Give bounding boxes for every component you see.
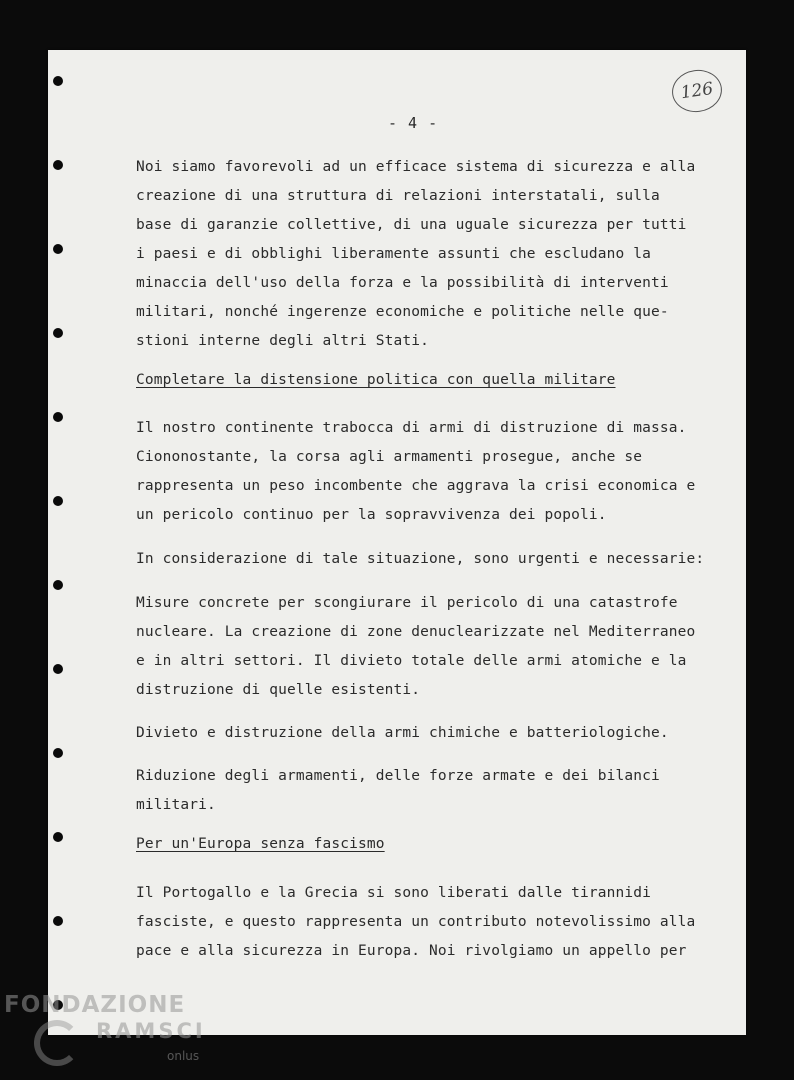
- section-heading-europe-without-fascism: Per un'Europa senza fascismo: [136, 836, 385, 852]
- section-heading-military-detente: Completare la distensione politica con quella militare: [136, 372, 616, 388]
- text-line: militari.: [136, 797, 216, 813]
- text-line: pace e alla sicurezza in Europa. Noi rivolgiamo un appello per: [136, 943, 687, 959]
- punch-hole: [53, 496, 63, 506]
- text-line: e in altri settori. Il divieto totale delle armi atomiche e la: [136, 653, 687, 669]
- watermark-g-logo-icon: [34, 1020, 80, 1066]
- punch-hole: [53, 244, 63, 254]
- text-line: fasciste, e questo rappresenta un contributo notevolissimo alla: [136, 914, 696, 930]
- paragraph-3: [136, 545, 736, 574]
- punch-hole: [53, 76, 63, 86]
- watermark-onlus: onlus: [167, 1049, 200, 1063]
- text-line: Il nostro continente trabocca di armi di distruzione di massa.: [136, 420, 687, 436]
- punch-hole: [53, 664, 63, 674]
- text-line: Noi siamo favorevoli ad un efficace sistema di sicurezza e alla: [136, 159, 696, 175]
- text-line: minaccia dell'uso della forza e la possibilità di interventi: [136, 275, 669, 291]
- punch-hole: [53, 328, 63, 338]
- punch-hole: [53, 748, 63, 758]
- foundation-watermark: [4, 992, 206, 1063]
- paragraph-4: [136, 589, 736, 705]
- text-line: nucleare. La creazione di zone denuclearizzate nel Mediterraneo: [136, 624, 696, 640]
- punch-hole: [53, 412, 63, 422]
- text-line: Divieto e distruzione della armi chimiche e batteriologiche.: [136, 725, 669, 741]
- archive-number-stamp: 126: [669, 67, 724, 116]
- paragraph-5: [136, 719, 736, 748]
- punch-hole: [53, 580, 63, 590]
- text-line: i paesi e di obblighi liberamente assunti che escludano la: [136, 246, 652, 262]
- punch-hole: [53, 916, 63, 926]
- text-line: Ciononostante, la corsa agli armamenti prosegue, anche se: [136, 449, 643, 465]
- paragraph-1: [136, 153, 736, 356]
- text-line: stioni interne degli altri Stati.: [136, 333, 430, 349]
- text-line: creazione di una struttura di relazioni interstatali, sulla: [136, 188, 660, 204]
- text-line: militari, nonché ingerenze economiche e politiche nelle que-: [136, 304, 669, 320]
- paragraph-2: [136, 414, 736, 530]
- text-line: Il Portogallo e la Grecia si sono liberati dalle tirannidi: [136, 885, 652, 901]
- text-line: rappresenta un peso incombente che aggrava la crisi economica e: [136, 478, 696, 494]
- text-line: Riduzione degli armamenti, delle forze armate e dei bilanci: [136, 768, 660, 784]
- paragraph-7: [136, 879, 736, 966]
- paragraph-6: [136, 762, 736, 820]
- watermark-subtitle: RAMSCI: [96, 1019, 206, 1043]
- page-number: - 4 -: [388, 114, 439, 132]
- watermark-title: FONDAZIONE: [4, 992, 186, 1018]
- text-line: un pericolo continuo per la sopravvivenza dei popoli.: [136, 507, 607, 523]
- text-line: Misure concrete per scongiurare il pericolo di una catastrofe: [136, 595, 678, 611]
- text-line: In considerazione di tale situazione, sono urgenti e necessarie:: [136, 551, 705, 567]
- text-line: distruzione di quelle esistenti.: [136, 682, 421, 698]
- text-line: base di garanzie collettive, di una uguale sicurezza per tutti: [136, 217, 687, 233]
- punch-hole: [53, 832, 63, 842]
- punch-hole: [53, 160, 63, 170]
